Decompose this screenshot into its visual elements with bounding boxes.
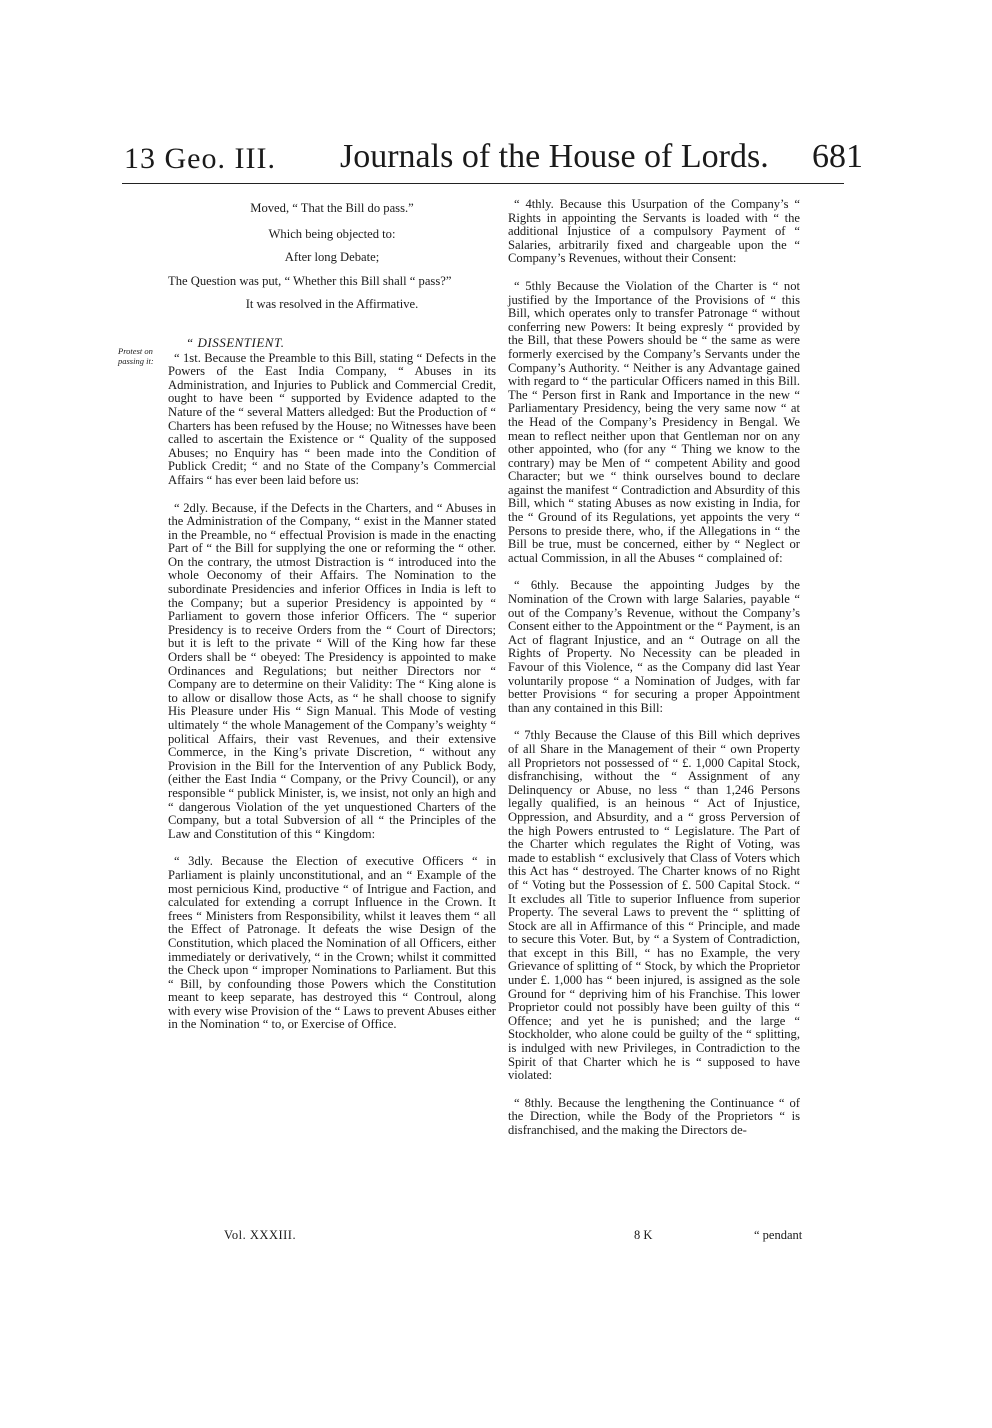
question-line: The Question was put, “ Whether this Bill shall “ pass?” — [168, 273, 452, 288]
page-number: 681 — [812, 138, 863, 175]
paragraph-second: “ 2dly. Because, if the Defects in the Charters, and “ Abuses in the Administration of the Company, “ exist in the Manner stated in the Preamble, no “ effectual Provision is made in the enacting Part of “ the Bill for supplying the one or reforming the “ other. On the contrary, the utmost Distraction is “ introduced into the whole Oeconomy of their Affairs. The Nomination to the subordinate Presidencies and inferior Offices in India is left to the Company; but a superior Presidency is appointed by “ Parliament to govern those inferior Officers. The “ superior Presidency is to receive Orders from the “ Court of Directors; but it is left to the private “ Will of the King how far these Orders shall be “ obeyed: The Presidency is appointed to make Ordinances and Regulations; but neither Directors nor “ Company are to determine on their Validity: The “ King alone is to allow or disallow those Acts, as “ he shall choose to signify His Pleasure under His “ Sign Manual. This Mode of vesting ultimately “ the whole Management of the Company’s weighty “ political Affairs, their vast Revenues, and their extensive Commerce, in the King’s private Discretion, “ without any Provision in the Bill for the Intervention of any Publick Body, (either the East India “ Company, or the Privy Council), or any responsible “ publick Minister, is, we insist, not only an high and “ dangerous Violation of the yet unquestioned Charters of the Company, but a total Subversion of all “ the Principles of the Law and Constitution of this “ Kingdom: — [168, 500, 496, 841]
margin-note: Protest on passing it: — [118, 346, 154, 366]
paragraph-fifth: “ 5thly Because the Violation of the Charter is “ not justified by the Importance of the Provisions of “ this Bill, which operates only to transfer Patronage “ without conferring new Powers: It being expresly “ provided by the Bill, that these Powers should be “ the same as were formerly exercised by the Company’s Servants under the Company’s Authority. “ Neither is any Advantage gained with regard to “ the particular Officers named in this Bill. The “ Person first in Rank and Importance in the new “ Parliamentary Presidency, being the very same now “ at the Head of the Company’s Presidency in Bengal. We mean to reflect neither upon that Gentleman nor on any other appointed, who (for any “ Thing we know to the contrary) may be Men of “ competent Ability and good Character; but we “ think ourselves bound to declare against the manifest “ Contradiction and Absurdity of this Bill, which “ stating Abuses as now existing in India, for the “ Ground of its Regulations, yet appoints the very “ Persons to preside there, who, if the Allegations in “ the Bill be true, must be concerned, either by “ Neglect or actual Commission, in all the Abuses “ complained of: — [508, 278, 800, 565]
regnal-year: 13 Geo. III. — [124, 142, 276, 175]
header-rule — [122, 183, 844, 184]
paragraph-eighth: “ 8thly. Because the lengthening the Continuance “ of the Direction, while the Body of the Proprietors “ is disfranchised, and the making the Directors de- — [508, 1095, 800, 1137]
left-column — [168, 198, 496, 1046]
resolution-line: It was resolved in the Affirmative. — [245, 297, 419, 312]
paragraph-seventh: “ 7thly Because the Clause of this Bill which deprives of all Share in the Management of their “ own Property all Proprietors not possessed of “ £. 1,000 Capital Stock, disfranchising, without the “ Assignment of any Delinquency or Abuse, no less “ than 1,246 Persons legally qualified, is an heinous “ Act of Injustice, Oppression, and Absurdity, and a “ gross Perversion of the high Powers entrusted to “ Legislature. The Part of the Charter which regulates the Right of Voting, was made to establish “ exclusively that Class of Voters which this Act has “ destroyed. The Charter knows of no Right of “ Voting but the Possession of £. 500 Capital Stock. “ It excludes all Title to superior Influence from superior Property. The several Laws to prevent the “ splitting of Stock are all in Affirmance of this “ Principle, and made to secure this Voter. But, by “ a System of Contradiction, that except in this Bill, “ has no Example, the very Grievance of splitting of “ Stock, by which the Proprietor under £. 1,000 has “ been injured, is assigned as the sole Ground for “ depriving him of his Franchise. This lower Proprietor could not possibly have been guilty of this “ Offence; and yet he is punished; and the large “ Stockholder, who alone could be guilty of the “ splitting, is indulged with new Privileges, in Contradiction to the Spirit of that Charter which he is “ supposed to have violated: — [508, 728, 800, 1083]
motion-line: Moved, “ That the Bill do pass.” — [250, 201, 414, 215]
page-header — [0, 138, 992, 188]
paragraph-first: “ 1st. Because the Preamble to this Bill, stating “ Defects in the Powers of the East India Company, “ Abuses in its Administration, and Injuries to Publick and Commercial Credit, ought to have been “ supported by Evidence adapted to the Nature of the “ several Matters alledged: But the Production of “ Charters has been refused by the House; no Witnesses have been called to ascertain the Existence or “ Quality of the supposed Abuses; no Enquiry has “ been made into the Condition of Publick Credit; “ and no State of the Company’s Commercial Affairs “ has ever been laid before us: — [168, 350, 496, 487]
paragraph-fourth: “ 4thly. Because this Usurpation of the Company’s “ Rights in appointing the Servants is loaded with “ the additional Injustice of a compulsory Payment of “ Salaries, arbitrarily fixed and chargeable upon the “ Company’s Revenues, without their Consent: — [508, 197, 800, 266]
catchword: “ pendant — [754, 1228, 803, 1242]
paragraph-third: “ 3dly. Because the Election of executive Officers “ in Parliament is plainly unconstitutional, and an “ Example of the most pernicious Kind, productive “ of Intrigue and Faction, and calculated for extending a corrupt Influence in the Crown. It frees “ Ministers from Responsibility, whilst it leaves them “ all the Effect of Patronage. It defeats the wise Design of the Constitution, which placed the Nomination of all Officers, either immediately or derivatively, “ in the Crown; whilst it committed the Check upon “ improper Nominations to Parliament. But this “ Bill, by confounding those Powers which the Constitution meant to keep separate, has destroyed this “ Controul, along with every wise Provision of the “ Laws to prevent Abuses either in the Nomination “ to, or Exercise of Office. — [168, 854, 496, 1032]
volume-label: Vol. XXXIII. — [224, 1228, 297, 1242]
signature-mark: 8 K — [634, 1228, 653, 1242]
objection-line: Which being objected to: — [268, 226, 396, 241]
right-column — [508, 198, 800, 1152]
debate-line: After long Debate; — [284, 250, 380, 265]
paragraph-sixth: “ 6thly. Because the appointing Judges by the Nomination of the Crown with large Salaries, payable “ out of the Company’s Revenue, without the Company’s Consent either to the Appointment or the “ Payment, is an Act of flagrant Injustice, and an “ Outrage on all the Rights of Property. No Necessity can be pleaded in Favour of this Violence, “ as the Company did last Year voluntarily propose “ a Nomination of Judges, with far better Provisions “ for securing a proper Appointment than any contained in this Bill: — [508, 578, 800, 715]
dissent-heading: “ DISSENTIENT. — [186, 334, 285, 350]
journal-title: Journals of the House of Lords. — [340, 138, 769, 175]
